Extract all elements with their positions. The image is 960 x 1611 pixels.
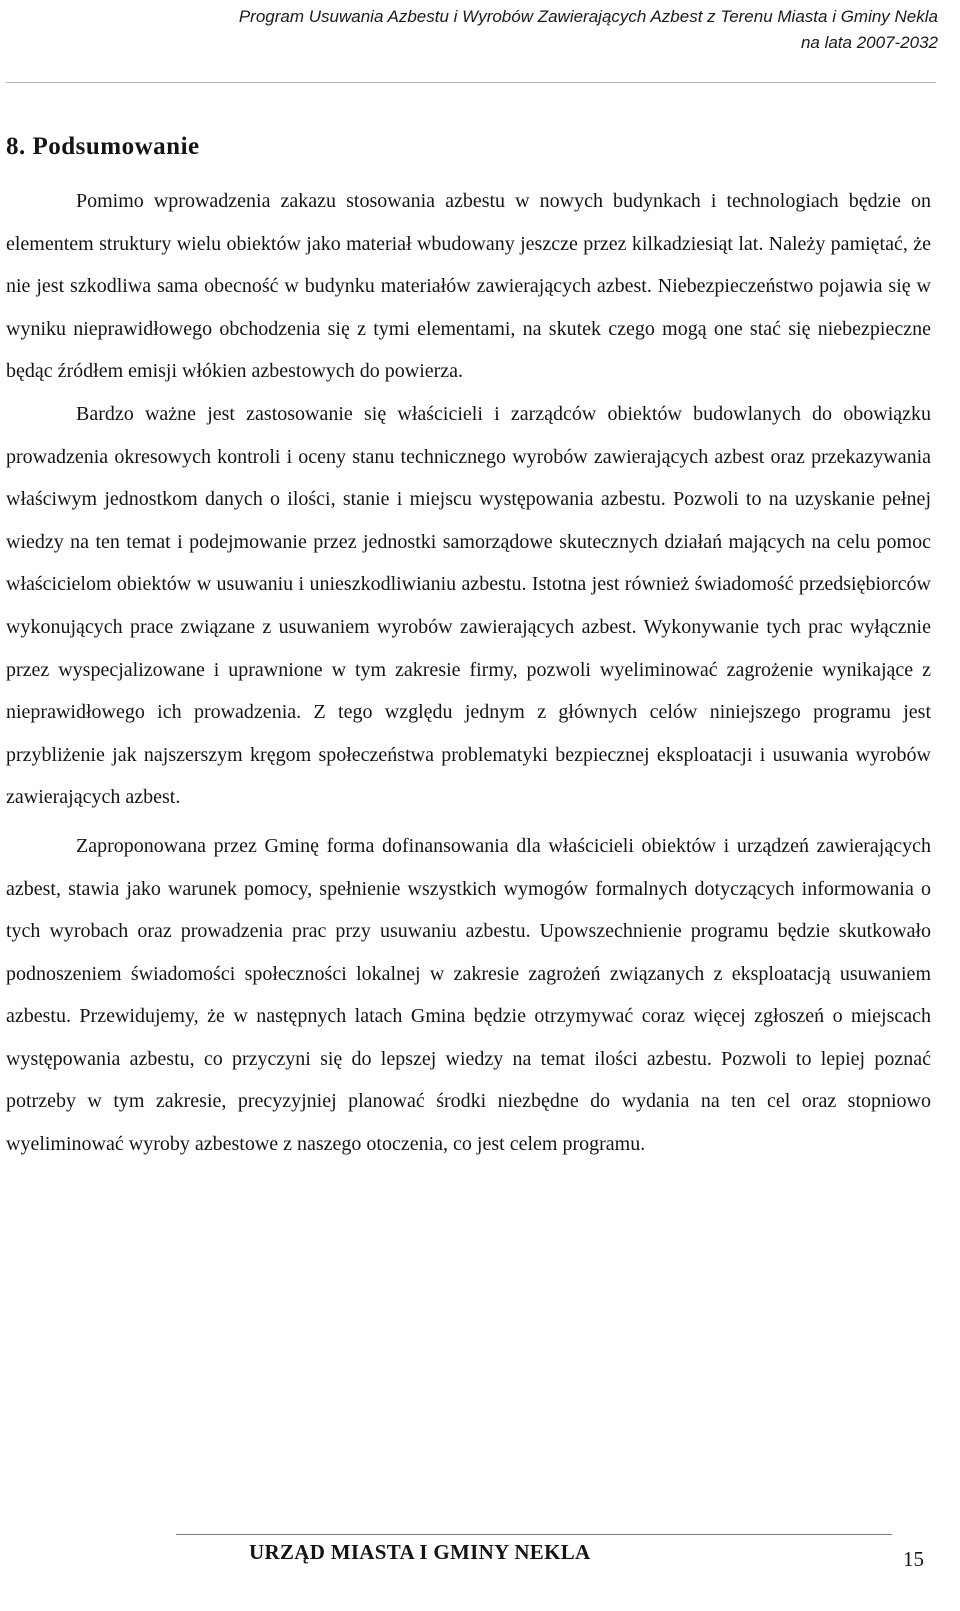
- footer-divider: [176, 1534, 892, 1535]
- header-years: na lata 2007-2032: [800, 33, 938, 52]
- section-body: [6, 180, 931, 1166]
- page-number: 15: [903, 1547, 924, 1571]
- paragraph-2: Bardzo ważne jest zastosowanie się właścicieli i zarządców obiektów budowlanych do obowiązku prowadzenia okresowych kontroli i oceny stanu technicznego wyrobów zawierających azbest oraz przekazywania właściwym jednostkom danych o ilości, stanie i miejscu występowania azbestu. Pozwoli to na uzyskanie pełnej wiedzy na ten temat i podejmowanie przez jednostki samorządowe skutecznych działań mających na celu pomoc właścicielom obiektów w usuwaniu i unieszkodliwianiu azbestu. Istotna jest również świadomość przedsiębiorców wykonujących prace związane z usuwaniem wyrobów zawierających azbest. Wykonywanie tych prac wyłącznie przez wyspecjalizowane i uprawnione w tym zakresie firmy, pozwoli wyeliminować zagrożenie wynikające z nieprawidłowego ich prowadzenia. Z tego względu jednym z głównych celów niniejszego programu jest przybliżenie jak najszerszym kręgom społeczeństwa problematyki bezpiecznej eksploatacji i usuwania wyrobów zawierających azbest.: [6, 402, 931, 809]
- paragraph-1: Pomimo wprowadzenia zakazu stosowania azbestu w nowych budynkach i technologiach będzie on elementem struktury wielu obiektów jako materiał wbudowany jeszcze przez kilkadziesiąt lat. Należy pamiętać, że nie jest szkodliwa sama obecność w budynku materiałów zawierających azbest. Niebezpieczeństwo pojawia się w wyniku nieprawidłowego obchodzenia się z tymi elementami, na skutek czego mogą one stać się niebezpieczne będąc źródłem emisji włókien azbestowych do powierza.: [6, 190, 931, 383]
- header-program-title: Program Usuwania Azbestu i Wyrobów Zawierających Azbest z Terenu Miasta i Gminy Nekla: [238, 7, 938, 26]
- running-header: [18, 0, 938, 56]
- footer-office-name: URZĄD MIASTA I GMINY NEKLA: [249, 1540, 591, 1564]
- header-divider: [6, 82, 936, 83]
- section-title: 8. Podsumowanie: [6, 133, 200, 160]
- paragraph-3: Zaproponowana przez Gminę forma dofinansowania dla właścicieli obiektów i urządzeń zawierających azbest, stawia jako warunek pomocy, spełnienie wszystkich wymogów formalnych dotyczących informowania o tych wyrobach oraz prowadzenia prac przy usuwaniu azbestu. Upowszechnienie programu będzie skutkowało podnoszeniem świadomości społeczności lokalnej w zakresie zagrożeń związanych z eksploatacją usuwaniem azbestu. Przewidujemy, że w następnych latach Gmina będzie otrzymywać coraz więcej zgłoszeń o miejscach występowania azbestu, co przyczyni się do lepszej wiedzy na temat ilości azbestu. Pozwoli to lepiej poznać potrzeby w tym zakresie, precyzyjniej planować środki niezbędne do wydania na ten cel oraz stopniowo wyeliminować wyroby azbestowe z naszego otoczenia, co jest celem programu.: [6, 834, 931, 1156]
